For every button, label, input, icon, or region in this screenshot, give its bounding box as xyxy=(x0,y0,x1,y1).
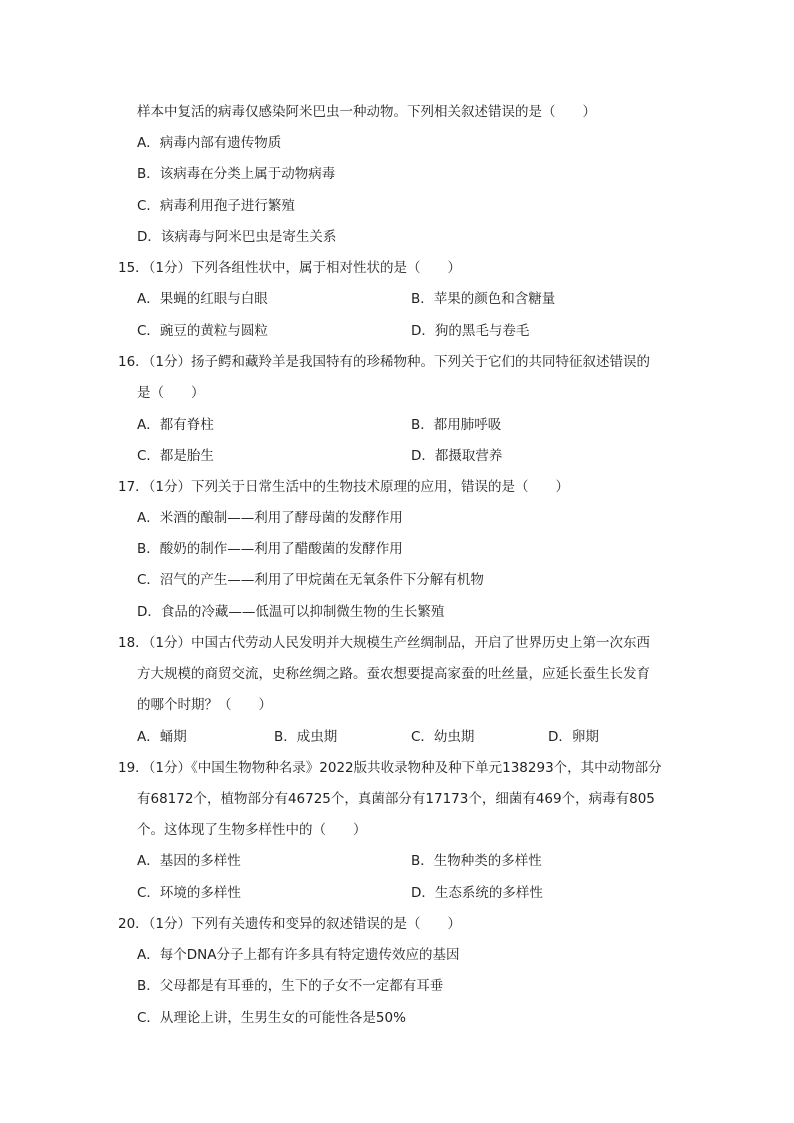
question-14-option-b: B．该病毒在分类上属于动物病毒 xyxy=(137,166,336,182)
question-19-option-d: D．生态系统的多样性 xyxy=(411,885,543,901)
question-19-stem-line-3: 个。这体现了生物多样性中的（ ） xyxy=(137,822,367,838)
question-14-stem-line: 样本中复活的病毒仅感染阿米巴虫一种动物。下列相关叙述错误的是（ ） xyxy=(137,104,596,120)
question-14-option-a: A．病毒内部有遗传物质 xyxy=(137,135,282,151)
question-16-stem-line-2: 是（ ） xyxy=(137,385,205,401)
question-17-option-c: C．沼气的产生——利用了甲烷菌在无氧条件下分解有机物 xyxy=(137,572,484,588)
question-17-option-d: D．食品的冷藏——低温可以抑制微生物的生长繁殖 xyxy=(137,604,445,620)
question-15-stem: 15．（1分）下列各组性状中，属于相对性状的是（ ） xyxy=(118,260,462,276)
question-16-option-c: C．都是胎生 xyxy=(137,448,214,464)
question-20-option-c: C．从理论上讲，生男生女的可能性各是50% xyxy=(137,1010,406,1026)
question-18-stem-line-1: 18．（1分）中国古代劳动人民发明并大规模生产丝绸制品，开启了世界历史上第一次东西 xyxy=(118,635,651,651)
question-15-option-b: B．苹果的颜色和含糖量 xyxy=(411,291,556,307)
question-19-option-c: C．环境的多样性 xyxy=(137,885,241,901)
question-18-option-c: C．幼虫期 xyxy=(411,729,475,745)
question-14-option-c: C．病毒利用孢子进行繁殖 xyxy=(137,198,295,214)
question-20-option-a: A．每个DNA分子上都有许多具有特定遗传效应的基因 xyxy=(137,947,460,963)
question-15-option-d: D．狗的黑毛与卷毛 xyxy=(411,323,530,339)
question-18-option-b: B．成虫期 xyxy=(274,729,338,745)
question-19-option-b: B．生物种类的多样性 xyxy=(411,853,542,869)
question-14-option-d: D．该病毒与阿米巴虫是寄生关系 xyxy=(137,229,337,245)
question-16-stem-line-1: 16．（1分）扬子鳄和藏羚羊是我国特有的珍稀物种。下列关于它们的共同特征叙述错误的 xyxy=(118,354,651,370)
question-18-stem-line-3: 的哪个时期？（ ） xyxy=(137,697,272,713)
question-19-stem-line-1: 19．（1分）《中国生物物种名录》2022版共收录物种及种下单元138293个，其中动物部分 xyxy=(118,760,662,776)
question-18-option-d: D．卵期 xyxy=(548,729,599,745)
question-15-option-c: C．豌豆的黄粒与圆粒 xyxy=(137,323,268,339)
question-19-stem-line-2: 有68172个，植物部分有46725个，真菌部分有17173个，细菌有469个，病毒有805 xyxy=(137,791,655,807)
question-15-option-a: A．果蝇的红眼与白眼 xyxy=(137,291,268,307)
question-16-option-a: A．都有脊柱 xyxy=(137,417,214,433)
question-17-stem: 17．（1分）下列关于日常生活中的生物技术原理的应用，错误的是（ ） xyxy=(118,479,570,495)
question-20-stem: 20．（1分）下列有关遗传和变异的叙述错误的是（ ） xyxy=(118,916,462,932)
question-16-option-b: B．都用肺呼吸 xyxy=(411,417,502,433)
question-19-option-a: A．基因的多样性 xyxy=(137,853,241,869)
question-17-option-b: B．酸奶的制作——利用了醋酸菌的发酵作用 xyxy=(137,541,403,557)
question-17-option-a: A．米酒的酿制——利用了酵母菌的发酵作用 xyxy=(137,510,403,526)
question-18-stem-line-2: 方大规模的商贸交流，史称丝绸之路。蚕农想要提高家蚕的吐丝量，应延长蚕生长发育 xyxy=(137,666,650,682)
question-20-option-b: B．父母都是有耳垂的，生下的子女不一定都有耳垂 xyxy=(137,978,444,994)
question-16-option-d: D．都摄取营养 xyxy=(411,448,503,464)
question-18-option-a: A．蛹期 xyxy=(137,729,187,745)
